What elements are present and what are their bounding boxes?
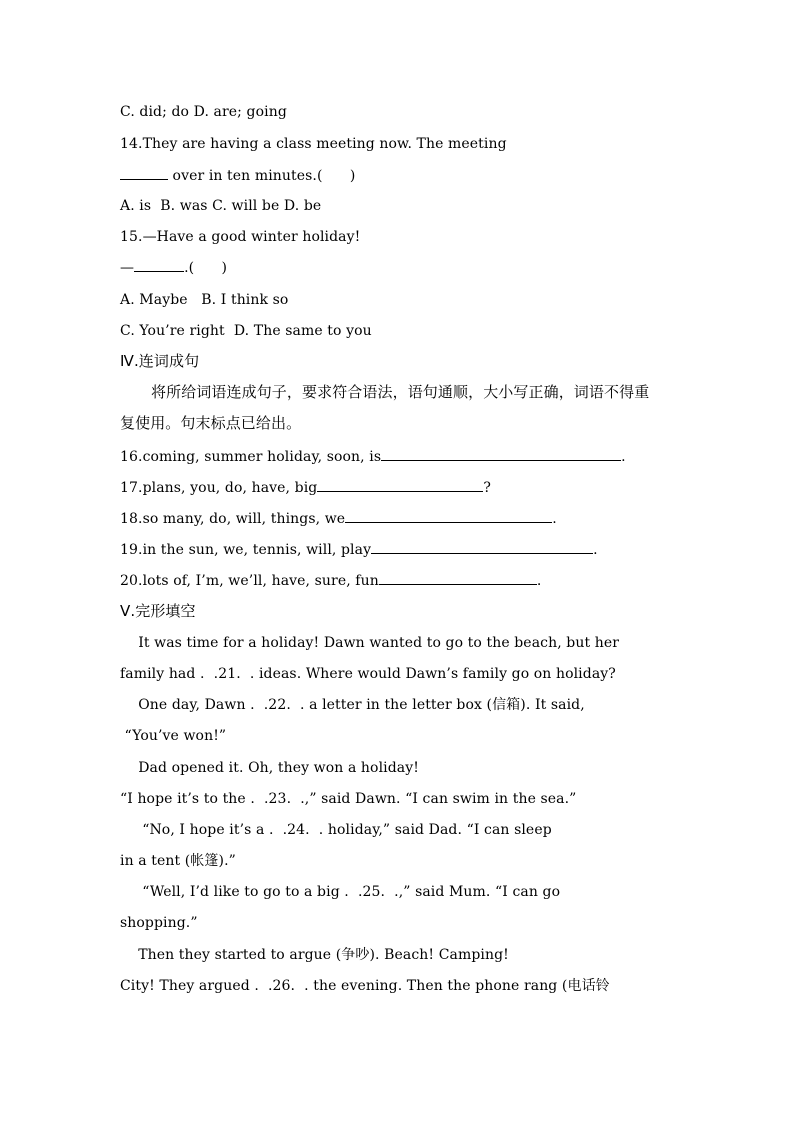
q18-punct: . <box>552 511 557 527</box>
q15-stem: 15.—Have a good winter holiday! <box>120 229 361 245</box>
passage-line: in a tent (帐篷).” <box>120 853 236 869</box>
q15-reply <box>120 258 227 277</box>
q18-words: 18.so many, do, will, things, we <box>120 511 346 527</box>
q14-options: A. is B. was C. will be D. be <box>120 198 322 214</box>
answer-blank[interactable] <box>381 447 621 461</box>
q14-stem-line2 <box>120 166 355 185</box>
q15-options-ab: A. Maybe B. I think so <box>120 292 289 308</box>
q19-words: 19.in the sun, we, tennis, will, play <box>120 542 372 558</box>
passage-line: “Well, I’d like to go to a big . .25. .,” said Mum. “I can go <box>124 884 561 900</box>
q16-words: 16.coming, summer holiday, soon, is <box>120 449 382 465</box>
q19-punct: . <box>593 542 598 558</box>
q17-punct: ? <box>483 480 491 496</box>
answer-blank[interactable] <box>317 478 483 492</box>
q15-reply-suffix: .( ) <box>184 260 228 276</box>
answer-blank[interactable] <box>345 509 552 523</box>
q17 <box>120 478 491 497</box>
section-5-title: Ⅴ.完形填空 <box>120 602 196 620</box>
section-4-instruction: 将所给词语连成句子，要求符合语法，语句通顺，大小写正确，词语不得重 <box>151 383 650 401</box>
q16-punct: . <box>621 449 626 465</box>
q18 <box>120 509 557 528</box>
passage-line: “I hope it’s to the . .23. .,” said Dawn. “I can swim in the sea.” <box>120 791 577 807</box>
q16 <box>120 447 626 466</box>
passage-line: Dad opened it. Oh, they won a holiday! <box>120 760 419 776</box>
passage-line: “You’ve won!” <box>120 728 227 744</box>
passage-line: “No, I hope it’s a . .24. . holiday,” said Dad. “I can sleep <box>124 822 552 838</box>
q20-words: 20.lots of, I’m, we’ll, have, sure, fun <box>120 573 379 589</box>
section-4-instruction-cont: 复使用。句末标点已给出。 <box>120 414 302 432</box>
dash: — <box>120 260 135 276</box>
q14-stem-continued: over in ten minutes.( ) <box>168 168 356 184</box>
passage-line: It was time for a holiday! Dawn wanted to go to the beach, but her <box>120 635 620 651</box>
answer-blank[interactable] <box>134 258 184 272</box>
answer-blank[interactable] <box>371 540 593 554</box>
q20-punct: . <box>536 573 542 589</box>
answer-blank[interactable] <box>379 571 537 585</box>
passage-line: shopping.” <box>120 915 198 931</box>
q19 <box>120 540 598 559</box>
passage-line: Then they started to argue (争吵). Beach! Camping! <box>120 947 509 963</box>
passage-line: One day, Dawn . .22. . a letter in the letter box (信箱). It said, <box>120 697 585 713</box>
passage-line: family had . .21. . ideas. Where would Dawn’s family go on holiday? <box>120 666 616 682</box>
q14-stem: 14.They are having a class meeting now. The meeting <box>120 136 507 152</box>
passage-line: City! They argued . .26. . the evening. Then the phone rang (电话铃 <box>120 978 610 994</box>
q13-options-cd: C. did; do D. are; going <box>120 104 287 120</box>
section-4-title: Ⅳ.连词成句 <box>120 352 200 370</box>
answer-blank[interactable] <box>120 166 168 180</box>
q15-options-cd: C. You’re right D. The same to you <box>120 323 372 339</box>
q17-words: 17.plans, you, do, have, big <box>120 480 318 496</box>
q20 <box>120 571 541 590</box>
